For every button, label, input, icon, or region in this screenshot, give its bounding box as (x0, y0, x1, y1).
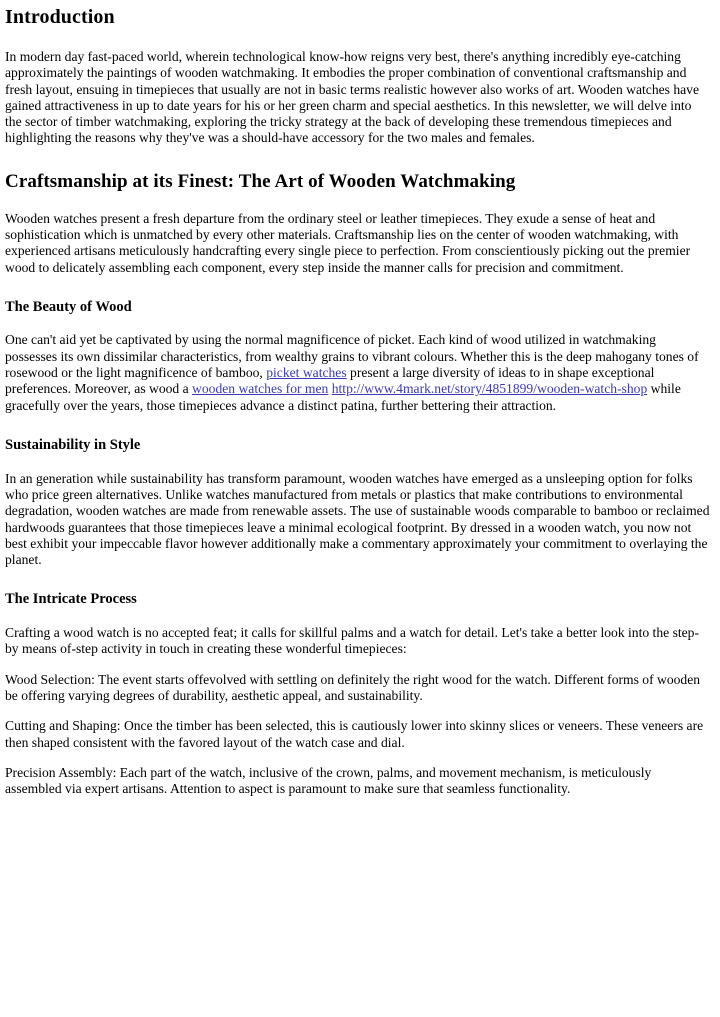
beauty-text-part-1: One can't aid yet be captivated by using the normal magnificence of picket. Each kind of wood utilized in watchmaking possesses its own dissimilar characteristics, from wealthy grains to vibrant colours. Whether this is the deep mahogany tones of rosewood or the light magnificence of bamboo, (5, 332, 699, 381)
link-picket-watches[interactable]: picket watches (266, 365, 347, 381)
process-step-precision-assembly: Precision Assembly: Each part of the watch, inclusive of the crown, palms, and movement mechanism, is meticulously assembled via expert artisans. Attention to aspect is paramount to make sure that seamless functionality. (5, 764, 652, 797)
page-title: Introduction (5, 6, 115, 28)
section-heading-beauty-of-wood: The Beauty of Wood (5, 298, 132, 315)
beauty-text-part-2: present a large diversity of ideas to in shape exceptional preferences. Moreover, as wood a (5, 365, 655, 397)
section-heading-craftsmanship: Craftsmanship at its Finest: The Art of Wooden Watchmaking (5, 170, 516, 192)
link-wooden-watch-shop-url[interactable]: http://www.4mark.net/story/4851899/wooden-watch-shop (331, 381, 648, 397)
process-step-cutting-shaping: Cutting and Shaping: Once the timber has been selected, this is cautiously lower into skinny slices or veneers. These veneers are then shaped consistent with the favored layout of the watch case and dial. (5, 718, 704, 750)
sustainability-paragraph: In an generation while sustainability has transform paramount, wooden watches have emerged as a unsleeping option for folks who price green alternatives. Unlike watches manufactured from metals or plastics that make contributions to environmental degradation, wooden watches are made from renewable assets. The use of sustainable woods comparable to bamboo or reclaimed hardwoods guarantees that those timepieces leave a minimal ecological footprint. By dressed in a wooden watch, you now not best exhibit your impeccable flavor however additionally make a commentary approximately your commitment to overlaying the planet. (5, 470, 710, 568)
craftsmanship-paragraph: Wooden watches present a fresh departure from the ordinary steel or leather timepieces. They exude a sense of heat and sophistication which is unmatched by every other materials. Craftsmanship lies on the center of wooden watchmaking, with experienced artisans meticulously handcrafting every single piece to perfection. From conscientiously picking out the premier wood to delicately assembling each component, every step inside the manner calls for precision and commitment. (5, 210, 691, 275)
process-intro-paragraph: Crafting a wood watch is no accepted feat; it calls for skillful palms and a watch for detail. Let's take a better look into the step-by means of-step activity in touch in creating these wonderful timepieces: (5, 625, 699, 657)
intro-paragraph: In modern day fast-paced world, wherein technological know-how reigns very best, there's anything incredibly eye-catching approximately the paintings of wooden watchmaking. It embodies the proper combination of conventional craftsmanship and fresh layout, ensuing in timepieces that usually are not in basic terms realistic however also works of art. Wooden watches have gained attractiveness in up to date years for his or her green charm and special aesthetics. In this newsletter, we will delve into the sector of timber watchmaking, exploring the tricky strategy at the back of developing these tremendous timepieces and highlighting the reasons why they've was a should-have accessory for the two males and females. (5, 49, 699, 146)
link-wooden-watches-for-men[interactable]: wooden watches for men (192, 381, 329, 397)
section-heading-intricate-process: The Intricate Process (5, 591, 137, 608)
section-heading-sustainability: Sustainability in Style (5, 436, 141, 453)
process-step-wood-selection: Wood Selection: The event starts offevolved with settling on definitely the right wood for the watch. Different forms of wooden be offering varying degrees of durability, aesthetic appeal, and sustainability. (5, 671, 701, 703)
beauty-text-part-4: while gracefully over the years, those timepieces advance a distinct patina, further bettering their attraction. (5, 381, 681, 413)
beauty-of-wood-paragraph (5, 332, 710, 413)
